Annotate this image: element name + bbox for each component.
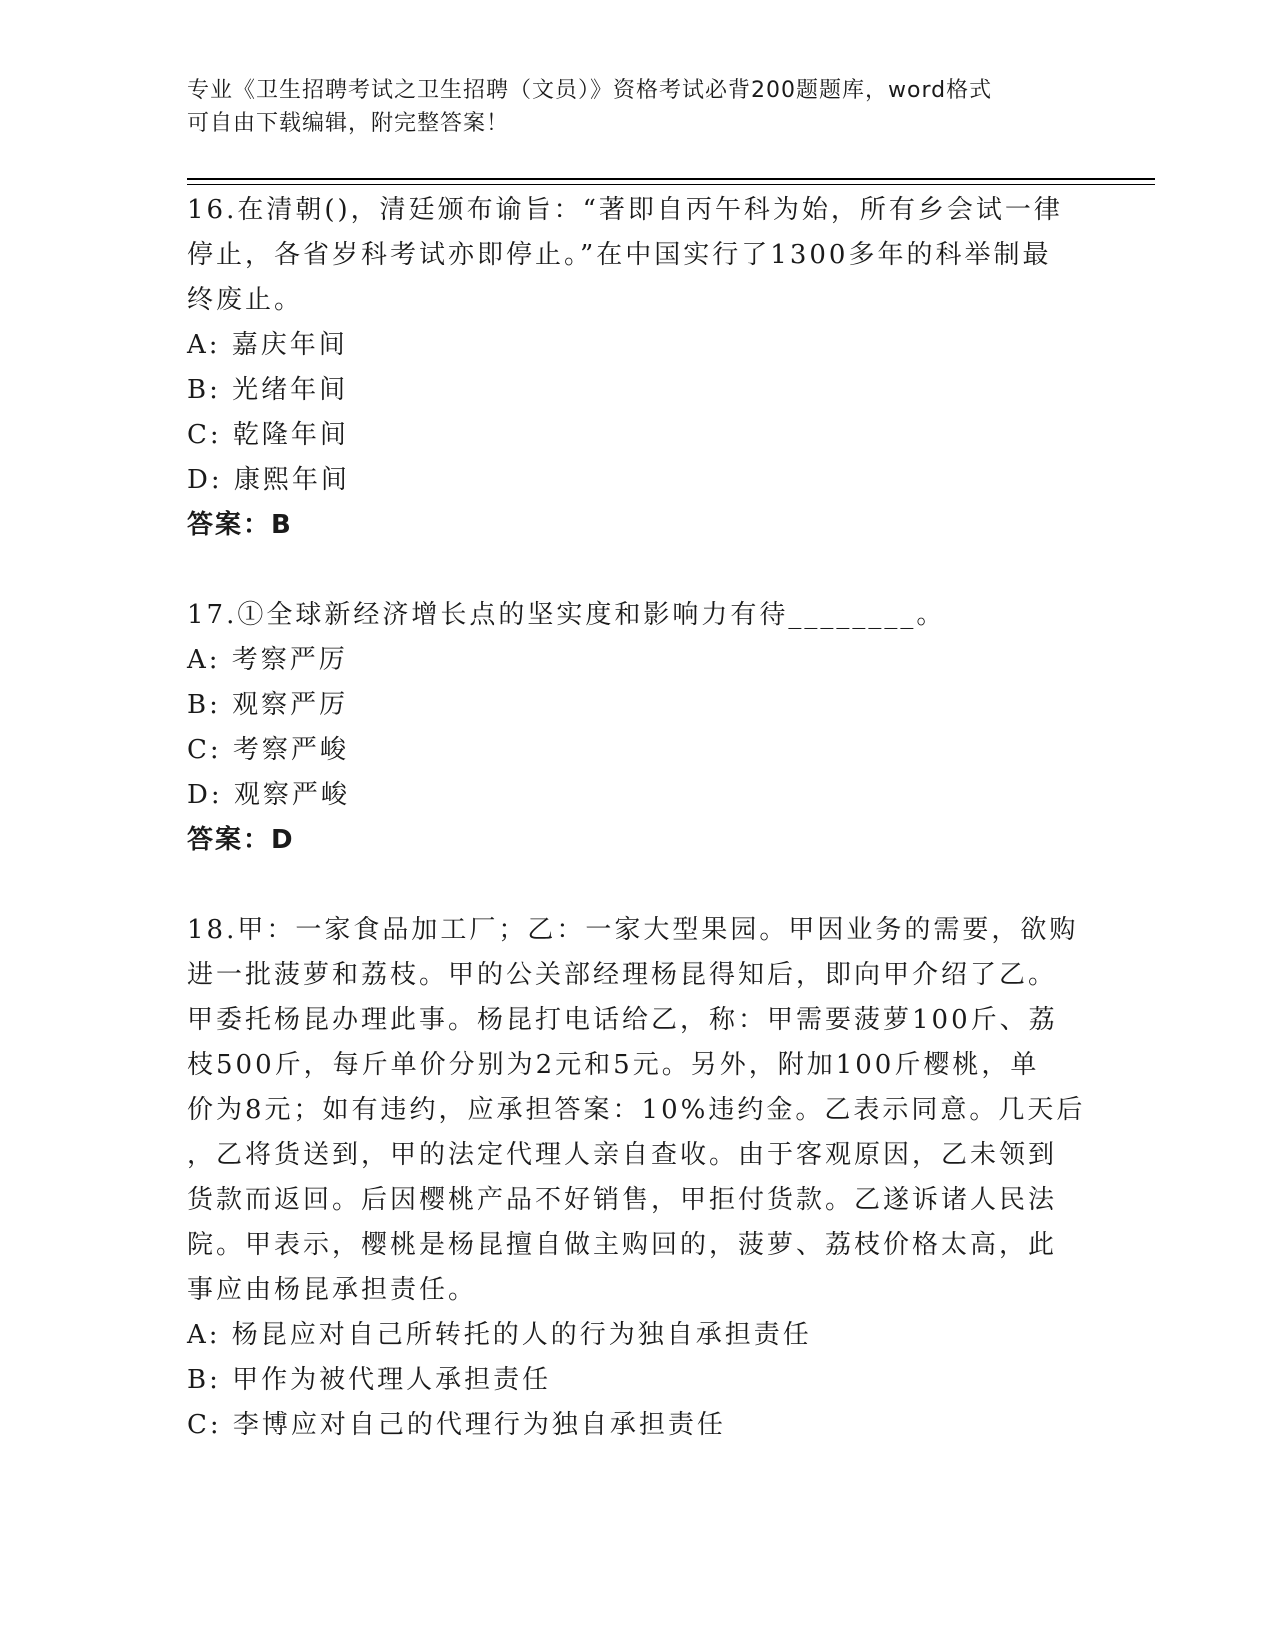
- question-list: [187, 188, 1087, 1448]
- answer-label: 答案：D: [187, 825, 295, 855]
- stem-line: 价为8元；如有违约，应承担答案：10%违约金。乙表示同意。几天后: [187, 1095, 1086, 1125]
- option-d: D: 康熙年间: [187, 465, 350, 495]
- question-spacer: [187, 548, 1087, 593]
- option-a: A: 杨昆应对自己所转托的人的行为独自承担责任: [187, 1320, 812, 1350]
- header-divider-thick: [187, 178, 1155, 180]
- question-18: [187, 908, 1087, 1448]
- header-divider-thin: [187, 184, 1155, 185]
- question-stem: [187, 188, 1087, 323]
- header-title-line-2: 可自由下载编辑，附完整答案！: [187, 111, 510, 136]
- option-a: A: 嘉庆年间: [187, 330, 348, 360]
- stem-line: 事应由杨昆承担责任。: [187, 1275, 478, 1305]
- stem-line: 货款而返回。后因樱桃产品不好销售，甲拒付货款。乙遂诉诸人民法: [187, 1185, 1058, 1215]
- option-b: B: 光绪年间: [187, 375, 349, 405]
- stem-line: 16.在清朝()，清廷颁布谕旨：“著即自丙午科为始，所有乡会试一律: [187, 195, 1063, 225]
- stem-line: 18.甲：一家食品加工厂；乙：一家大型果园。甲因业务的需要，欲购: [187, 915, 1079, 945]
- stem-line: 院。甲表示，樱桃是杨昆擅自做主购回的，菠萝、荔枝价格太高，此: [187, 1230, 1058, 1260]
- question-stem: [187, 908, 1087, 1313]
- stem-line: 终废止。: [187, 285, 304, 315]
- stem-line: 甲委托杨昆办理此事。杨昆打电话给乙，称：甲需要菠萝100斤、荔: [187, 1005, 1058, 1035]
- question-stem: [187, 593, 1087, 638]
- stem-line: 进一批菠萝和荔枝。甲的公关部经理杨昆得知后，即向甲介绍了乙。: [187, 960, 1058, 990]
- header-title-line-1: 专业《卫生招聘考试之卫生招聘（文员）》资格考试必背200题题库，word格式: [187, 78, 993, 103]
- option-b: B: 甲作为被代理人承担责任: [187, 1365, 552, 1395]
- option-d: D: 观察严峻: [187, 780, 350, 810]
- option-b: B: 观察严厉: [187, 690, 349, 720]
- stem-line: ，乙将货送到，甲的法定代理人亲自查收。由于客观原因，乙未领到: [187, 1140, 1058, 1170]
- stem-line: 17.①全球新经济增长点的坚实度和影响力有待________。: [187, 600, 946, 630]
- question-17: [187, 593, 1087, 863]
- stem-line: 停止，各省岁科考试亦即停止。”在中国实行了1300多年的科举制最: [187, 240, 1052, 270]
- option-c: C: 考察严峻: [187, 735, 349, 765]
- option-c: C: 乾隆年间: [187, 420, 349, 450]
- option-c: C: 李博应对自己的代理行为独自承担责任: [187, 1410, 726, 1440]
- stem-line: 枝500斤，每斤单价分别为2元和5元。另外，附加100斤樱桃，单: [187, 1050, 1040, 1080]
- answer-label: 答案：B: [187, 510, 293, 540]
- question-16: [187, 188, 1087, 548]
- question-spacer: [187, 863, 1087, 908]
- option-a: A: 考察严厉: [187, 645, 348, 675]
- document-header: [187, 74, 1067, 140]
